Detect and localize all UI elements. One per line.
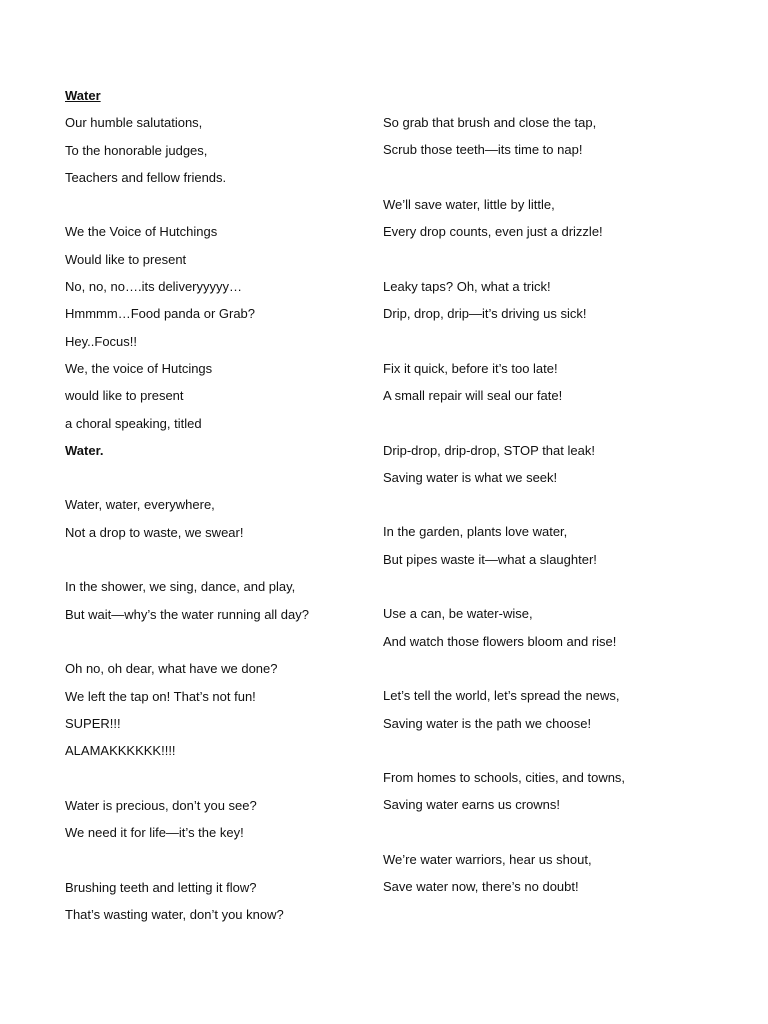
poem-line: Save water now, there’s no doubt! <box>383 879 579 895</box>
blank-line <box>383 661 713 688</box>
poem-line: A small repair will seal our fate! <box>383 387 563 403</box>
poem-line: Saving water is the path we choose! <box>383 715 592 731</box>
poem-line: We the Voice of Hutchings <box>65 224 218 240</box>
poem-line: SUPER!!! <box>65 715 121 731</box>
poem-line: Fix it quick, before it’s too late! <box>383 360 558 376</box>
blank-line <box>383 743 713 770</box>
blank-line <box>383 251 713 278</box>
blank-line <box>65 470 365 497</box>
poem-line: would like to present <box>65 388 184 404</box>
poem-line: Teachers and fellow friends. <box>65 169 227 185</box>
poem-line: Would like to present <box>65 251 187 267</box>
poem-line: We’re water warriors, hear us shout, <box>383 852 592 868</box>
blank-line <box>383 333 713 360</box>
poem-line: We left the tap on! That’s not fun! <box>65 688 256 704</box>
blank-line <box>383 415 713 442</box>
left-column <box>65 88 365 934</box>
poem-line: Every drop counts, even just a drizzle! <box>383 224 603 240</box>
poem-line: Oh no, oh dear, what have we done? <box>65 661 278 677</box>
blank-line <box>383 497 713 524</box>
poem-line: Let’s tell the world, let’s spread the news, <box>383 688 620 704</box>
poem-line: We, the voice of Hutcings <box>65 360 213 376</box>
blank-line <box>383 170 713 197</box>
poem-line: Saving water earns us crowns! <box>383 797 561 813</box>
poem-line: Water, water, everywhere, <box>65 497 215 513</box>
right-column-lines <box>383 115 713 907</box>
poem-line: We need it for life—it’s the key! <box>65 825 244 841</box>
poem-line: We’ll save water, little by little, <box>383 196 555 212</box>
poem-line: Drip, drop, drip—it’s driving us sick! <box>383 306 587 322</box>
blank-line <box>65 197 365 224</box>
poem-line: And watch those flowers bloom and rise! <box>383 633 617 649</box>
poem-line: Our humble salutations, <box>65 115 203 131</box>
left-column-lines <box>65 115 365 934</box>
blank-line <box>65 634 365 661</box>
right-column <box>383 115 713 907</box>
poem-line: Drip-drop, drip-drop, STOP that leak! <box>383 442 595 458</box>
poem-line: Hey..Focus!! <box>65 333 138 349</box>
poem-line: Scrub those teeth—its time to nap! <box>383 142 583 158</box>
poem-line: That’s wasting water, don’t you know? <box>65 906 284 922</box>
poem-line: Not a drop to waste, we swear! <box>65 524 244 540</box>
poem-line: Use a can, be water-wise, <box>383 606 533 622</box>
blank-line <box>65 770 365 797</box>
poem-line: In the garden, plants love water, <box>383 524 568 540</box>
blank-line <box>65 552 365 579</box>
poem-line: No, no, no….its deliveryyyyy… <box>65 279 243 295</box>
poem-line: In the shower, we sing, dance, and play, <box>65 579 296 595</box>
poem-line: a choral speaking, titled <box>65 415 202 431</box>
poem-line: Leaky taps? Oh, what a trick! <box>383 278 551 294</box>
document-title: Water <box>65 88 101 103</box>
poem-line: Brushing teeth and letting it flow? <box>65 879 257 895</box>
poem-line: But pipes waste it—what a slaughter! <box>383 551 597 567</box>
poem-line: Hmmmm…Food panda or Grab? <box>65 306 256 322</box>
blank-line <box>65 852 365 879</box>
poem-line: ALAMAKKKKKK!!!! <box>65 743 176 759</box>
poem-line: So grab that brush and close the tap, <box>383 115 597 130</box>
poem-line: But wait—why’s the water running all day? <box>65 606 309 622</box>
blank-line <box>383 579 713 606</box>
poem-line: To the honorable judges, <box>65 142 208 158</box>
poem-line: Water. <box>65 442 104 458</box>
blank-line <box>383 825 713 852</box>
poem-line: From homes to schools, cities, and towns, <box>383 770 626 786</box>
poem-line: Water is precious, don’t you see? <box>65 797 257 813</box>
poem-line: Saving water is what we seek! <box>383 469 558 485</box>
